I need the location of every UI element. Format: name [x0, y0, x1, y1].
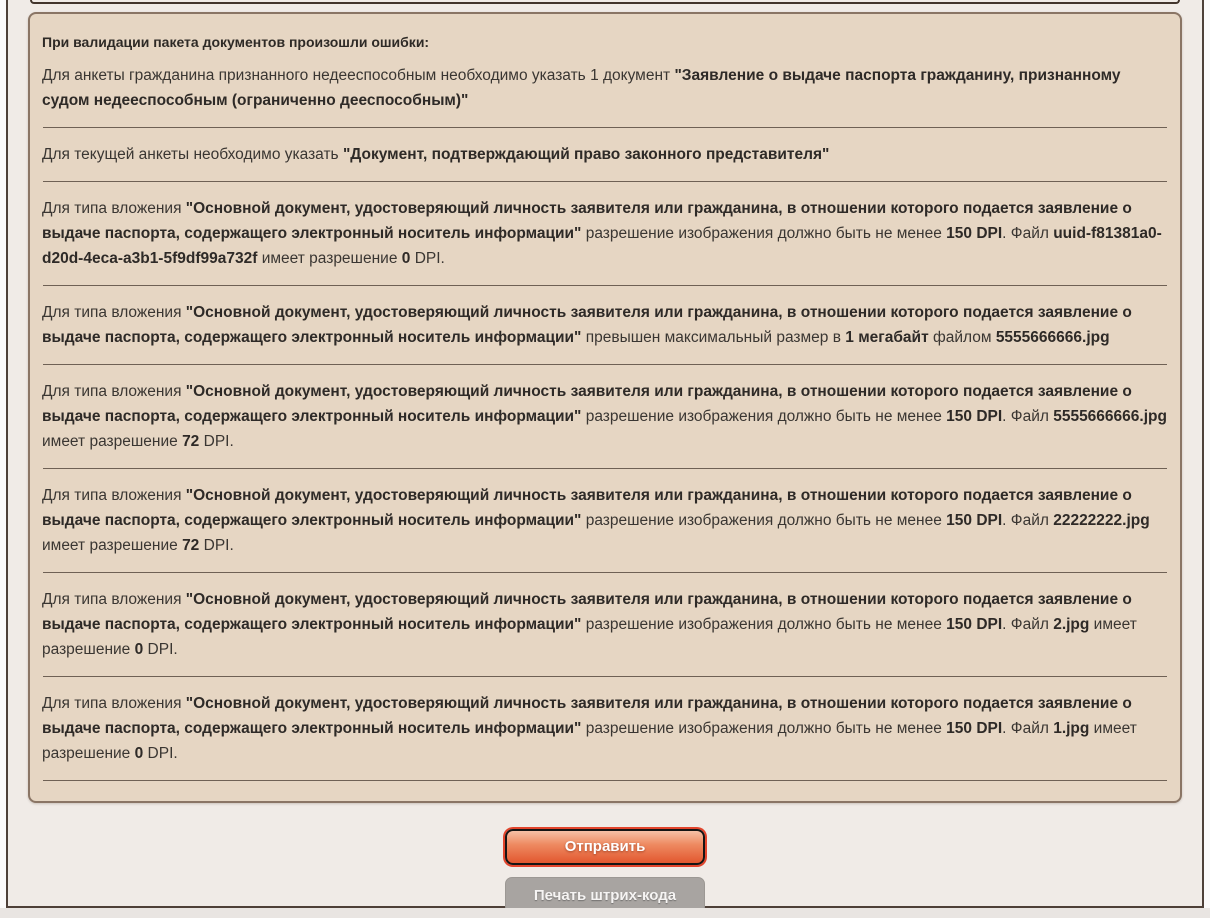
error-message-text: DPI. — [143, 744, 178, 762]
error-message-emphasis: 0 — [401, 249, 411, 267]
page-frame — [6, 0, 1204, 908]
error-message-text: Для типа вложения — [42, 303, 186, 321]
error-message-text: Для типа вложения — [42, 382, 186, 400]
validation-errors-header: При валидации пакета документов произошли ошибки: — [42, 34, 430, 50]
error-message-emphasis: "Основной документ, удостоверяющий личность заявителя или гражданина, в отношении которого подается заявление о выдаче паспорта, содержащего электронный носитель информации" — [42, 590, 1132, 633]
error-message-text: DPI. — [410, 249, 445, 267]
error-message-emphasis: 150 DPI — [946, 407, 1003, 425]
error-message — [42, 587, 1168, 662]
error-message-emphasis: 1.jpg — [1053, 719, 1090, 737]
previous-panel-bottom-edge — [30, 0, 1180, 4]
action-buttons — [28, 829, 1182, 914]
error-message-emphasis: 5555666666.jpg — [995, 328, 1110, 346]
error-message-text: имеет разрешение — [42, 719, 1137, 762]
submit-button[interactable]: Отправить — [505, 829, 705, 865]
error-message-text: Для анкеты гражданина признанного недееспособным необходимо указать 1 документ — [42, 66, 675, 84]
error-message-text: DPI. — [199, 536, 234, 554]
message-divider — [43, 572, 1167, 573]
error-message-text: файлом — [928, 328, 996, 346]
message-divider — [43, 364, 1167, 365]
error-message-text: . Файл — [1002, 407, 1054, 425]
bottom-strip — [0, 908, 1210, 918]
error-message — [42, 196, 1168, 271]
error-message-text: Для типа вложения — [42, 590, 186, 608]
error-message-text: Для типа вложения — [42, 199, 186, 217]
message-divider — [43, 181, 1167, 182]
error-message-text: разрешение изображения должно быть не менее — [581, 511, 947, 529]
error-message-text: . Файл — [1002, 719, 1054, 737]
error-message — [42, 691, 1168, 766]
error-message-emphasis: "Основной документ, удостоверяющий личность заявителя или гражданина, в отношении которого подается заявление о выдаче паспорта, содержащего электронный носитель информации" — [42, 303, 1132, 346]
error-message-text: превышен максимальный размер в — [581, 328, 846, 346]
error-message-emphasis: 150 DPI — [946, 615, 1003, 633]
error-message-emphasis: 72 — [182, 432, 200, 450]
error-message-emphasis: "Основной документ, удостоверяющий личность заявителя или гражданина, в отношении которого подается заявление о выдаче паспорта, содержащего электронный носитель информации" — [42, 382, 1132, 425]
error-message-text: DPI. — [143, 640, 178, 658]
error-message-emphasis: "Основной документ, удостоверяющий личность заявителя или гражданина, в отношении которого подается заявление о выдаче паспорта, содержащего электронный носитель информации" — [42, 199, 1132, 242]
error-message-text: имеет разрешение — [42, 432, 183, 450]
message-divider — [43, 780, 1167, 781]
error-message-emphasis: 22222222.jpg — [1053, 511, 1150, 529]
error-message-emphasis: 5555666666.jpg — [1053, 407, 1167, 425]
message-divider — [43, 285, 1167, 286]
error-message — [42, 483, 1168, 558]
print-barcode-button[interactable]: Печать штрих-кода — [505, 877, 705, 914]
error-message-emphasis: 150 DPI — [946, 719, 1003, 737]
error-message-text: разрешение изображения должно быть не менее — [581, 224, 947, 242]
error-message-text: Для типа вложения — [42, 486, 186, 504]
error-message-text: . Файл — [1002, 511, 1054, 529]
message-divider — [43, 676, 1167, 677]
error-message-emphasis: 150 DPI — [946, 224, 1003, 242]
message-divider — [43, 127, 1167, 128]
error-message-emphasis: "Заявление о выдаче паспорта гражданину, признанному судом недееспособным (ограниченно дееспособным)" — [42, 66, 1121, 109]
error-message-text: . Файл — [1002, 224, 1054, 242]
error-message-text: имеет разрешение — [42, 615, 1137, 658]
error-message-text: разрешение изображения должно быть не менее — [581, 407, 947, 425]
error-message-emphasis: 72 — [182, 536, 200, 554]
error-message-list — [42, 63, 1168, 781]
error-message-text: Для типа вложения — [42, 694, 186, 712]
error-message — [42, 63, 1168, 113]
error-message-text: разрешение изображения должно быть не менее — [581, 719, 947, 737]
error-message-emphasis: "Основной документ, удостоверяющий личность заявителя или гражданина, в отношении которого подается заявление о выдаче паспорта, содержащего электронный носитель информации" — [42, 486, 1132, 529]
error-message — [42, 300, 1168, 350]
error-message-emphasis: 0 — [134, 640, 144, 658]
error-message-emphasis: 0 — [134, 744, 144, 762]
error-message-text: Для текущей анкеты необходимо указать — [42, 145, 343, 163]
error-message-emphasis: 150 DPI — [946, 511, 1003, 529]
error-message-text: имеет разрешение — [42, 536, 183, 554]
error-message-emphasis: "Документ, подтверждающий право законного представителя" — [342, 145, 830, 163]
validation-errors-panel — [28, 12, 1182, 803]
message-divider — [43, 468, 1167, 469]
error-message-emphasis: uuid-f81381a0-d20d-4eca-a3b1-5f9df99a732f — [42, 224, 1162, 267]
error-message-emphasis: "Основной документ, удостоверяющий личность заявителя или гражданина, в отношении которого подается заявление о выдаче паспорта, содержащего электронный носитель информации" — [42, 694, 1132, 737]
error-message-emphasis: 1 мегабайт — [845, 328, 929, 346]
error-message-text: . Файл — [1002, 615, 1054, 633]
error-message — [42, 142, 1168, 167]
error-message-emphasis: 2.jpg — [1053, 615, 1090, 633]
error-message-text: имеет разрешение — [257, 249, 402, 267]
error-message-text: разрешение изображения должно быть не менее — [581, 615, 947, 633]
error-message-text: DPI. — [199, 432, 234, 450]
error-message — [42, 379, 1168, 454]
